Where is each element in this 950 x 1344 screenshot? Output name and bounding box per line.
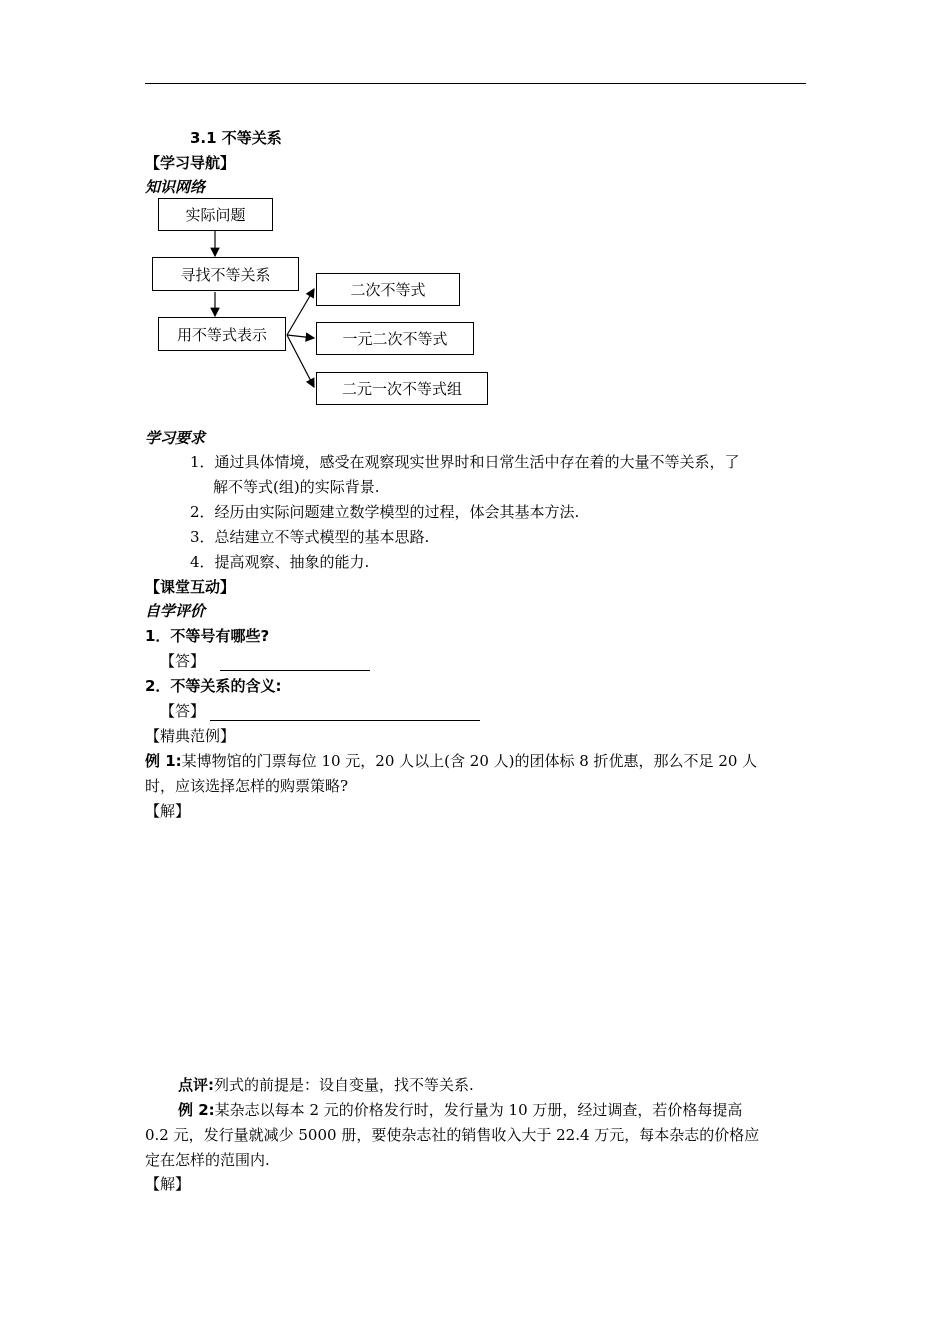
example-1-line bbox=[145, 750, 757, 771]
flow-diagram-arrows bbox=[0, 0, 950, 420]
box-two-var-linear-system: 二元一次不等式组 bbox=[316, 372, 488, 405]
example-2-line-2: 0.2 元，发行量就减少 5000 册，要使杂志社的销售收入大于 22.4 万元，每本杂志的价格应 bbox=[145, 1126, 760, 1144]
requirement-item: 1．通过具体情境，感受在观察现实世界时和日常生活中存在着的大量不等关系，了 bbox=[190, 453, 740, 471]
example-2-text: 某杂志以每本 2 元的价格发行时，发行量为 10 万册，经过调查，若价格每提高 bbox=[214, 1101, 743, 1119]
example-1-text: 某博物馆的门票每位 10 元，20 人以上(含 20 人)的团体标 8 折优惠，那么不足 20 人 bbox=[181, 752, 758, 770]
requirement-item: 2．经历由实际问题建立数学模型的过程，体会其基本方法. bbox=[190, 503, 580, 521]
answer-2-row bbox=[160, 700, 480, 721]
example-1-line-2: 时，应该选择怎样的购票策略? bbox=[145, 777, 349, 795]
self-evaluation-heading: 自学评价 bbox=[145, 602, 206, 620]
box-find-relation: 寻找不等关系 bbox=[152, 257, 299, 291]
classroom-interaction-heading: 【课堂互动】 bbox=[145, 578, 236, 596]
box-real-problem: 实际问题 bbox=[158, 198, 273, 231]
requirement-item: 解不等式(组)的实际背景. bbox=[213, 478, 380, 496]
box-one-var-quadratic: 一元二次不等式 bbox=[316, 322, 474, 355]
requirement-item: 3．总结建立不等式模型的基本思路. bbox=[190, 528, 430, 546]
section-title: 3.1 不等关系 bbox=[190, 129, 282, 147]
example-2-label: 例 2: bbox=[178, 1101, 215, 1119]
question-1: 1．不等号有哪些? bbox=[145, 627, 270, 645]
answer-1-label: 【答】 bbox=[160, 652, 206, 670]
solution-2-label: 【解】 bbox=[145, 1175, 191, 1193]
knowledge-network-heading: 知识网络 bbox=[145, 178, 206, 196]
answer-1-row bbox=[160, 650, 370, 671]
answer-2-blank[interactable] bbox=[210, 704, 480, 721]
answer-2-label: 【答】 bbox=[160, 702, 206, 720]
example-1-label: 例 1: bbox=[145, 752, 182, 770]
question-2: 2．不等关系的含义: bbox=[145, 677, 282, 695]
solution-1-label: 【解】 bbox=[145, 802, 191, 820]
requirement-item: 4．提高观察、抽象的能力. bbox=[190, 553, 370, 571]
example-2-line-3: 定在怎样的范围内. bbox=[145, 1151, 270, 1169]
comment-line bbox=[178, 1074, 474, 1095]
study-guide-heading: 【学习导航】 bbox=[145, 154, 236, 172]
answer-1-blank[interactable] bbox=[220, 654, 370, 671]
box-quadratic-inequality: 二次不等式 bbox=[316, 273, 460, 306]
examples-heading: 【精典范例】 bbox=[145, 727, 236, 745]
box-express-inequality: 用不等式表示 bbox=[158, 317, 286, 351]
comment-label: 点评: bbox=[178, 1076, 214, 1094]
requirements-heading: 学习要求 bbox=[145, 429, 206, 447]
example-2-line bbox=[178, 1099, 742, 1120]
comment-text: 列式的前提是：设自变量，找不等关系. bbox=[214, 1076, 474, 1094]
